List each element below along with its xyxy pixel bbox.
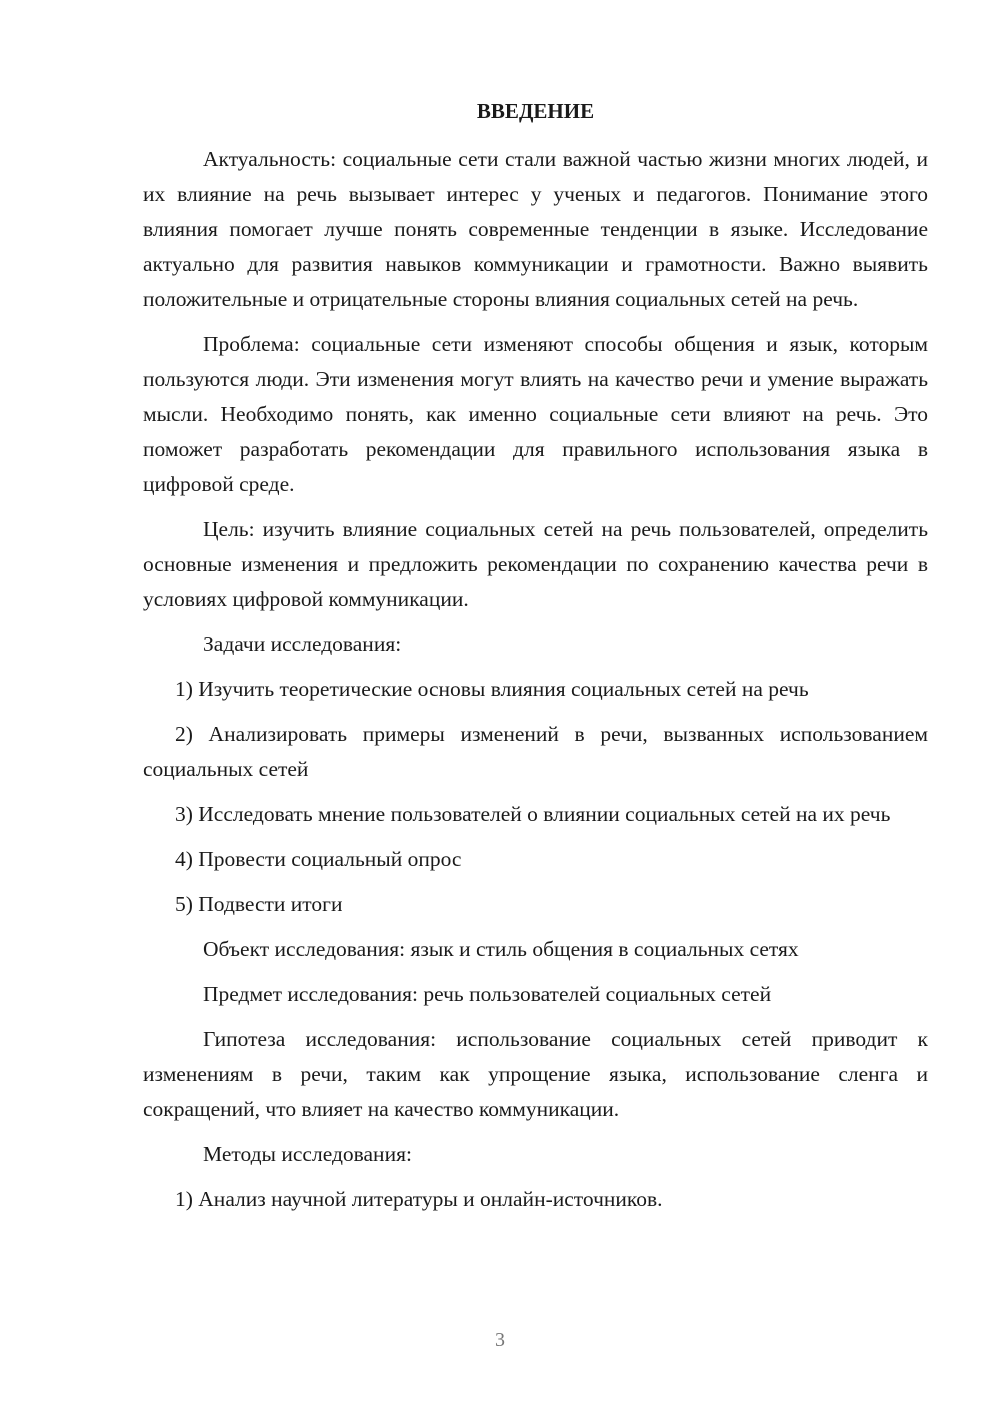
tasks-title: Задачи исследования: (203, 632, 402, 656)
task-item: 1) Изучить теоретические основы влияния социальных сетей на речь (175, 677, 809, 701)
task-item: 5) Подвести итоги (175, 892, 343, 916)
method-item: 1) Анализ научной литературы и онлайн-источников. (175, 1187, 663, 1211)
page-number: 3 (495, 1329, 505, 1351)
task-item: 4) Провести социальный опрос (175, 847, 462, 871)
document-page (143, 94, 928, 1227)
task-item: 2) Анализировать примеры изменений в речи, вызванных использованием социальных сетей (143, 722, 928, 781)
goal-paragraph: Цель: изучить влияние социальных сетей на речь пользователей, определить основные изменения и предложить рекомендации по сохранению качества речи в условиях цифровой коммуникации. (143, 517, 928, 611)
methods-title: Методы исследования: (203, 1142, 412, 1166)
section-heading: ВВЕДЕНИЕ (476, 99, 595, 123)
relevance-paragraph: Актуальность: социальные сети стали важной частью жизни многих людей, и их влияние на речь вызывает интерес у ученых и педагогов. Понимание этого влияния помогает лучше понять современные тенденции в языке. Исследование актуально для развития навыков коммуникации и грамотности. Важно выявить положительные и отрицательные стороны влияния социальных сетей на речь. (143, 147, 928, 311)
hypothesis-paragraph: Гипотеза исследования: использование социальных сетей приводит к изменениям в речи, таким как упрощение языка, использование сленга и сокращений, что влияет на качество коммуникации. (143, 1027, 928, 1121)
research-object: Объект исследования: язык и стиль общения в социальных сетях (203, 937, 799, 961)
research-subject: Предмет исследования: речь пользователей социальных сетей (203, 982, 772, 1006)
problem-paragraph: Проблема: социальные сети изменяют способы общения и язык, которым пользуются люди. Эти изменения могут влиять на качество речи и умение выражать мысли. Необходимо понять, как именно социальные сети влияют на речь. Это поможет разработать рекомендации для правильного использования языка в цифровой среде. (143, 332, 928, 496)
task-item: 3) Исследовать мнение пользователей о влиянии социальных сетей на их речь (175, 802, 891, 826)
